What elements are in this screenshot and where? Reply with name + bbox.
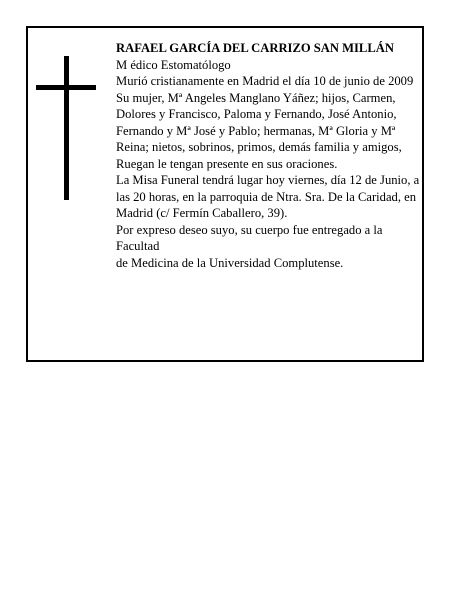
obituary-notice (26, 26, 424, 362)
family-list: Su mujer, Mª Angeles Manglano Yáñez; hijos, Carmen, Dolores y Francisco, Paloma y Fernando, José Antonio, Fernando y Mª José y Pablo; hermanas, Mª Gloria y Mª Reina; nietos, sobrinos, primos, demás familia y amigos, (116, 90, 402, 154)
deceased-name: RAFAEL GARCÍA DEL CARRIZO SAN MILLÁN (116, 41, 394, 55)
cross-icon (36, 56, 96, 200)
cross-horizontal-bar (36, 85, 96, 90)
funeral-mass-info: La Misa Funeral tendrá lugar hoy viernes, día 12 de Junio, a las 20 horas, en la parroquia de Ntra. Sra. De la Caridad, en Madrid (c/ Fermín Caballero, 39). (116, 173, 420, 220)
prayer-request: Ruegan le tengan presente en sus oraciones. (116, 156, 338, 171)
cross-vertical-bar (64, 56, 69, 200)
obituary-text (116, 40, 422, 271)
donation-note-continued: de Medicina de la Universidad Complutense. (116, 255, 344, 270)
profession: M édico Estomatólogo (116, 57, 231, 72)
death-statement: Murió cristianamente en Madrid el día 10 de junio de 2009 (116, 74, 414, 88)
donation-note: Por expreso deseo suyo, su cuerpo fue entregado a la Facultad (116, 222, 383, 253)
